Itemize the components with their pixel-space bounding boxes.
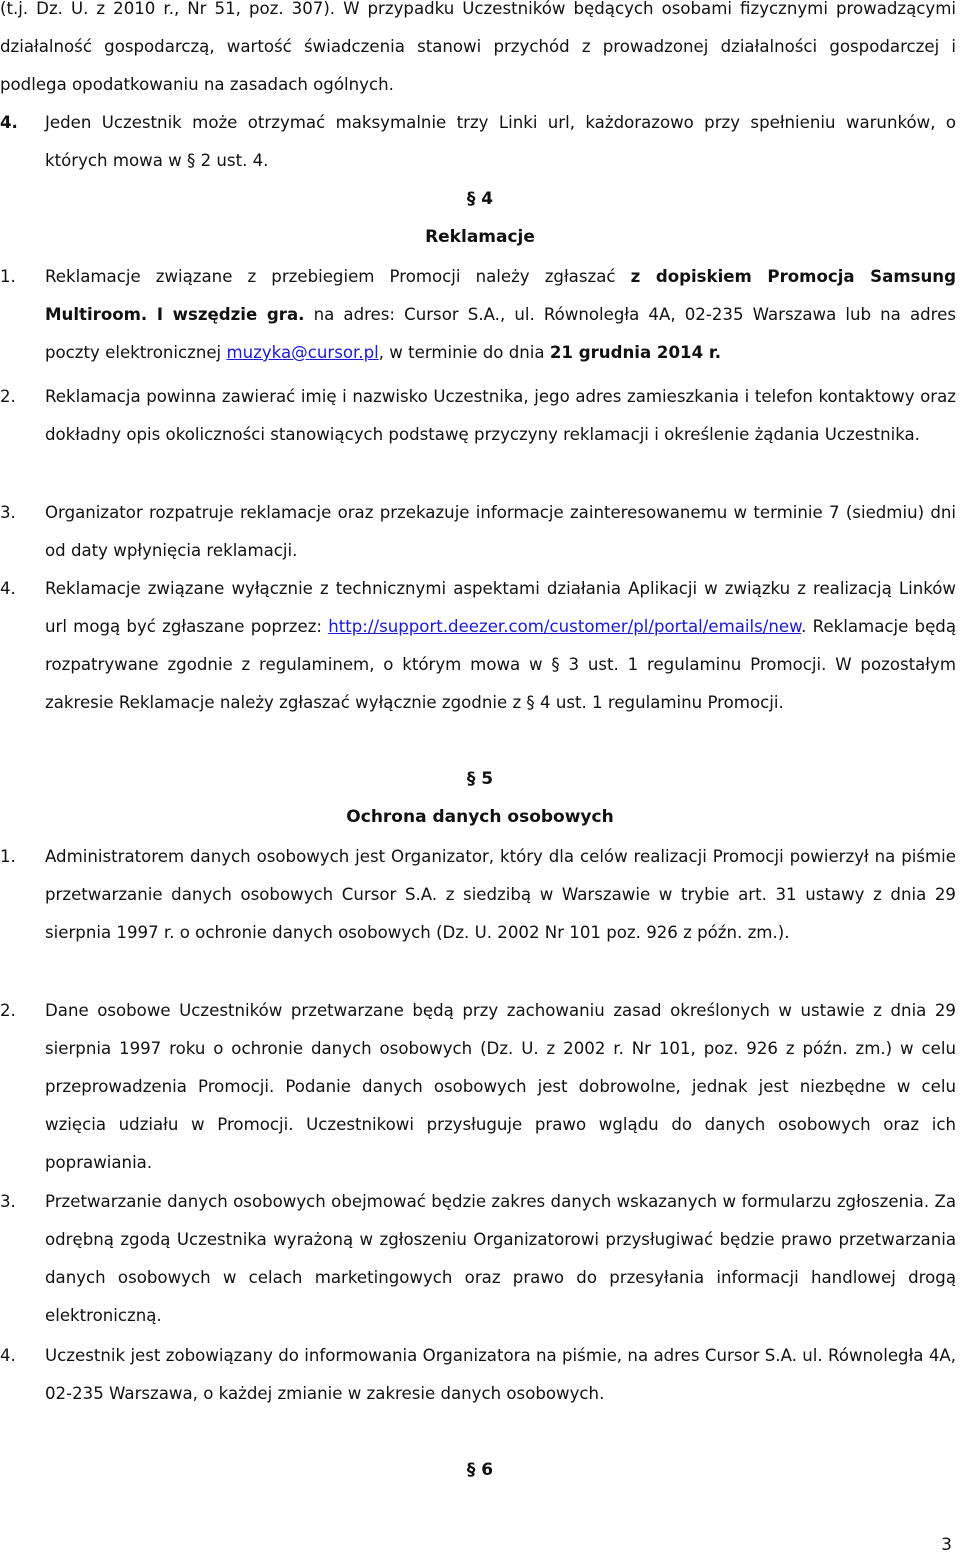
list-item-text: Reklamacje związane z przebiegiem Promocji należy zgłaszać: [45, 267, 631, 286]
list-item-text: Organizator rozpatruje reklamacje oraz przekazuje informacje zainteresowanemu w terminie 7 (siedmiu) dni od daty wpłynięcia reklamacji.: [45, 503, 956, 560]
list-number: 4.: [0, 1346, 16, 1365]
section-title: Reklamacje: [425, 227, 535, 247]
list-item-text: Uczestnik jest zobowiązany do informowania Organizatora na piśmie, na adres Cursor S.A. ul. Równoległa 4A, 02-235 Warszawa, o każdej zmianie w zakresie danych osobowych.: [45, 1346, 956, 1403]
section-number: § 4: [466, 189, 494, 209]
intro-paragraph: [0, 0, 956, 104]
list-number: 2.: [0, 387, 16, 406]
list-item: [45, 258, 956, 372]
list-number: 1.: [0, 267, 16, 286]
deadline-date: 21 grudnia 2014 r.: [549, 343, 722, 362]
list-item-text: , w terminie do dnia: [378, 343, 550, 362]
list-item-text: Administratorem danych osobowych jest Organizator, który dla celów realizacji Promocji powierzył na piśmie przetwarzanie danych osobowych Cursor S.A. z siedzibą w Warszawie w trybie art. 31 ustawy z dnia 29 sierpnia 1997 r. o ochronie danych osobowych (Dz. U. 2002 Nr 101 poz. 926 z późn. zm.).: [45, 847, 956, 942]
list-number: 2.: [0, 1001, 16, 1020]
section-number: § 6: [466, 1460, 494, 1480]
list-item-bold-text: z dopiskiem Promocja Samsung Multiroom. I wszędzie gra.: [45, 267, 956, 324]
list-item-text: . Reklamacje będą rozpatrywane zgodnie z regulaminem, o którym mowa w § 3 ust. 1 regulaminu Promocji. W pozostałym zakresie Reklamacje należy zgłaszać wyłącznie zgodnie z § 4 ust. 1 regulaminu Promocji.: [45, 617, 956, 712]
list-item-text: Jeden Uczestnik może otrzymać maksymalnie trzy Linki url, każdorazowo przy spełnieniu warunków, o których mowa w § 2 ust. 4.: [45, 113, 956, 170]
list-item: [45, 1337, 956, 1413]
list-item-text: na adres: Cursor S.A., ul. Równoległa 4A, 02-235 Warszawa lub na adres poczty elektronicznej: [45, 305, 956, 362]
list-item-text: Dane osobowe Uczestników przetwarzane będą przy zachowaniu zasad określonych w ustawie z dnia 29 sierpnia 1997 roku o ochronie danych osobowych (Dz. U. z 2002 r. Nr 101, poz. 926 z późn. zm.) w celu przeprowadzenia Promocji. Podanie danych osobowych jest dobrowolne, jednak jest niezbędne w celu wzięcia udziału w Promocji. Uczestnikowi przysługuje prawo wglądu do danych osobowych oraz ich poprawiania.: [45, 1001, 956, 1172]
support-url-link[interactable]: http://support.deezer.com/customer/pl/portal/emails/new: [328, 617, 802, 636]
list-item: [45, 494, 956, 570]
list-item-text: Reklamacja powinna zawierać imię i nazwisko Uczestnika, jego adres zamieszkania i telefon kontaktowy oraz dokładny opis okoliczności stanowiących podstawę przyczyny reklamacji i określenie żądania Uczestnika.: [45, 387, 956, 444]
email-link[interactable]: muzyka@cursor.pl: [226, 343, 379, 362]
intro-text: (t.j. Dz. U. z 2010 r., Nr 51, poz. 307). W przypadku Uczestników będących osobami fizycznymi prowadzącymi działalność gospodarczą, wartość świadczenia stanowi przychód z prowadzonej działalności gospodarczej i podlega opodatkowaniu na zasadach ogólnych.: [0, 0, 956, 94]
list-item-text: Przetwarzanie danych osobowych obejmować będzie zakres danych wskazanych w formularzu zgłoszenia. Za odrębną zgodą Uczestnika wyrażoną w zgłoszeniu Organizatorowi przysługiwać będzie prawo przetwarzania danych osobowych w celach marketingowych oraz prawo do przesyłania informacji handlowej drogą elektroniczną.: [45, 1192, 956, 1325]
list-item: [45, 1183, 956, 1335]
list-number: 3.: [0, 1192, 16, 1211]
section-title: Ochrona danych osobowych: [346, 807, 614, 827]
list-item: [45, 378, 956, 454]
list-item-text: Reklamacje związane wyłącznie z technicznymi aspektami działania Aplikacji w związku z realizacją Linków url mogą być zgłaszane poprzez:: [45, 579, 956, 636]
list-number: 4.: [0, 579, 16, 598]
list-number: 3.: [0, 503, 16, 522]
page-number: 3: [941, 1535, 952, 1555]
list-item: [45, 838, 956, 952]
list-number: 4.: [0, 113, 18, 132]
section-number: § 5: [466, 769, 494, 789]
list-number: 1.: [0, 847, 16, 866]
list-item: [45, 570, 956, 722]
list-item: [45, 104, 956, 180]
list-item: [45, 992, 956, 1182]
